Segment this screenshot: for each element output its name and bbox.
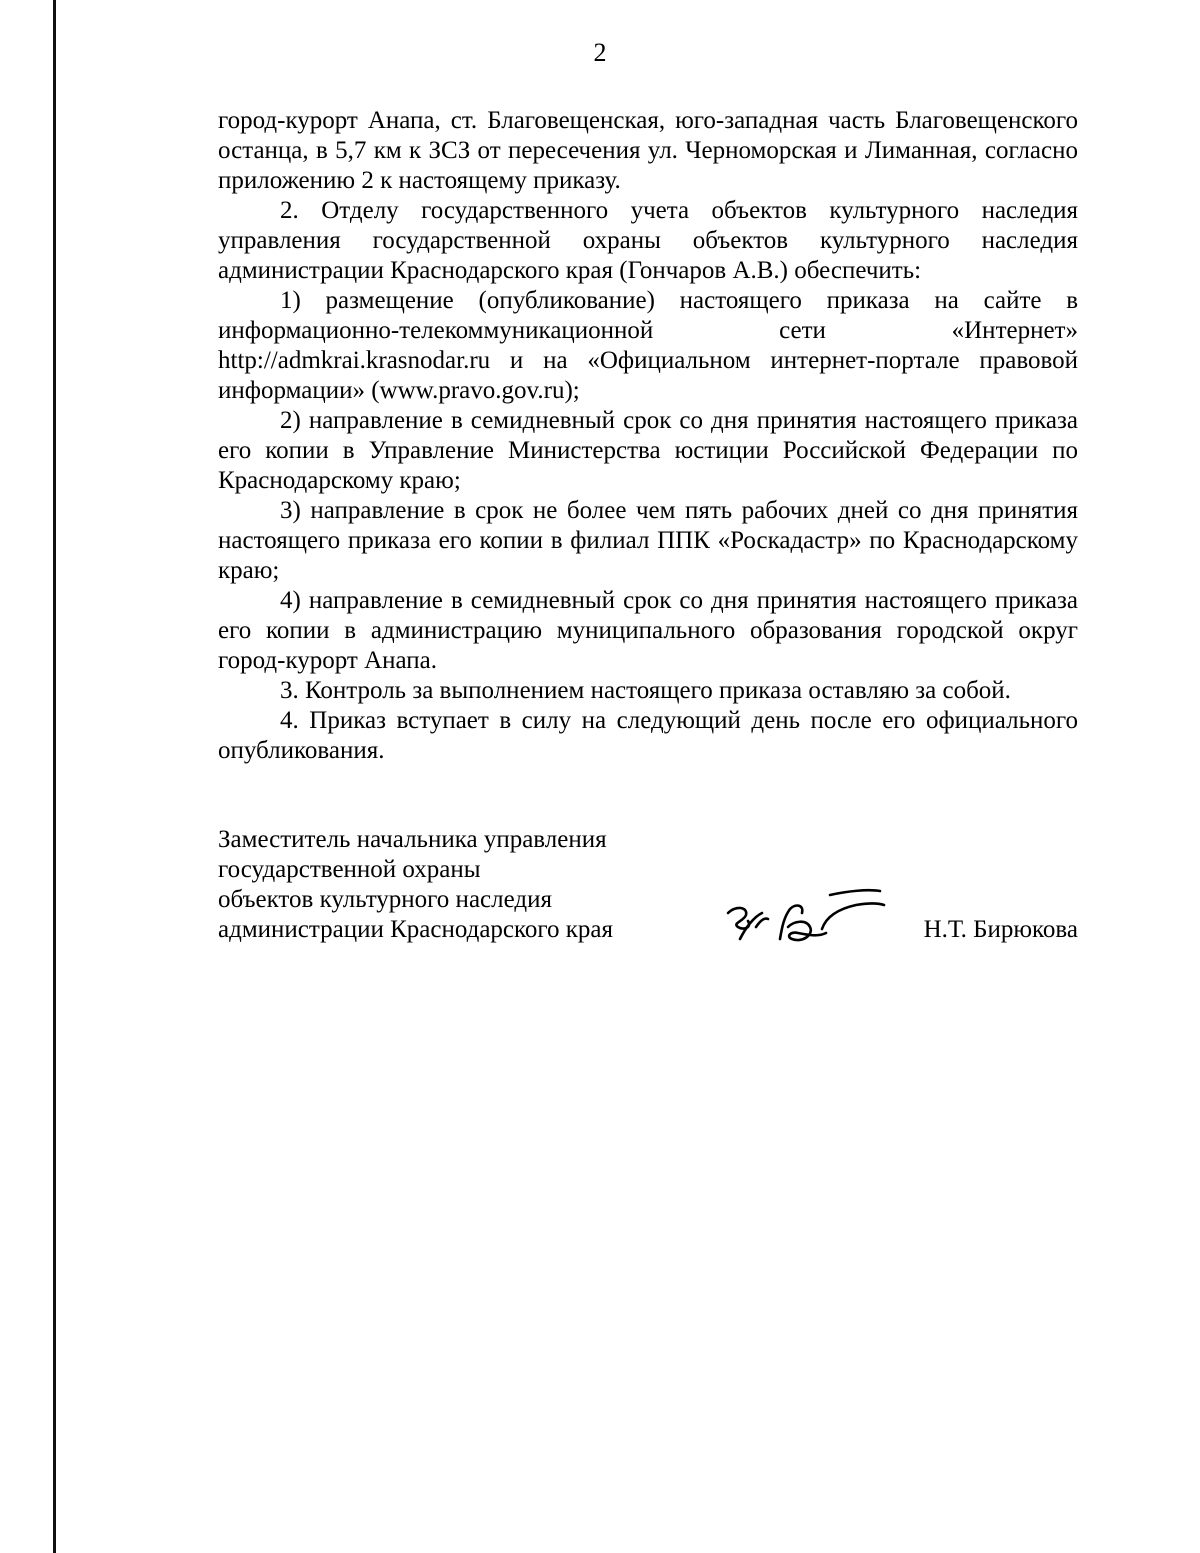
signer-position-line: администрации Краснодарского края [218, 916, 614, 943]
signer-position-line: Заместитель начальника управления [218, 826, 607, 853]
paragraph-continuation: город-курорт Анапа, ст. Благовещенская, юго-западная часть Благовещенского останца, в 5,7 км к ЗСЗ от пересечения ул. Черноморская и Лиманная, согласно приложению 2 к настоящему приказу. [218, 107, 1078, 194]
paragraph-subitem-4: 4) направление в семидневный срок со дня принятия настоящего приказа его копии в администрацию муниципального образования городской округ город-курорт Анапа. [218, 587, 1078, 674]
signer-position-line: государственной охраны [218, 856, 481, 883]
paragraph-subitem-3: 3) направление в срок не более чем пять рабочих дней со дня принятия настоящего приказа его копии в филиал ППК «Роскадастр» по Краснодарскому краю; [218, 497, 1078, 584]
document-body [218, 106, 1078, 766]
paragraph-item-2: 2. Отделу государственного учета объектов культурного наследия управления государственной охраны объектов культурного наследия администрации Краснодарского края (Гончаров А.В.) обеспечить: [218, 197, 1078, 284]
signer-position-line: объектов культурного наследия [218, 886, 552, 913]
paragraph-subitem-1: 1) размещение (опубликование) настоящего приказа на сайте в информационно-телекоммуникационной сети «Интернет» http://admkrai.krasnodar.ru и на «Официальном интернет-портале правовой информации» (www.pravo.gov.ru); [218, 287, 1078, 404]
signature-block [218, 825, 1078, 955]
scan-margin-line [53, 0, 56, 1553]
handwritten-signature [718, 883, 888, 953]
paragraph-subitem-2: 2) направление в семидневный срок со дня принятия настоящего приказа его копии в Управление Министерства юстиции Российской Федерации по Краснодарскому краю; [218, 407, 1078, 494]
paragraph-item-4: 4. Приказ вступает в силу на следующий день после его официального опубликования. [218, 707, 1078, 764]
page-number: 2 [593, 38, 607, 67]
paragraph-item-3: 3. Контроль за выполнением настоящего приказа оставляю за собой. [280, 677, 1011, 704]
signer-name: Н.Т. Бирюкова [923, 916, 1078, 943]
